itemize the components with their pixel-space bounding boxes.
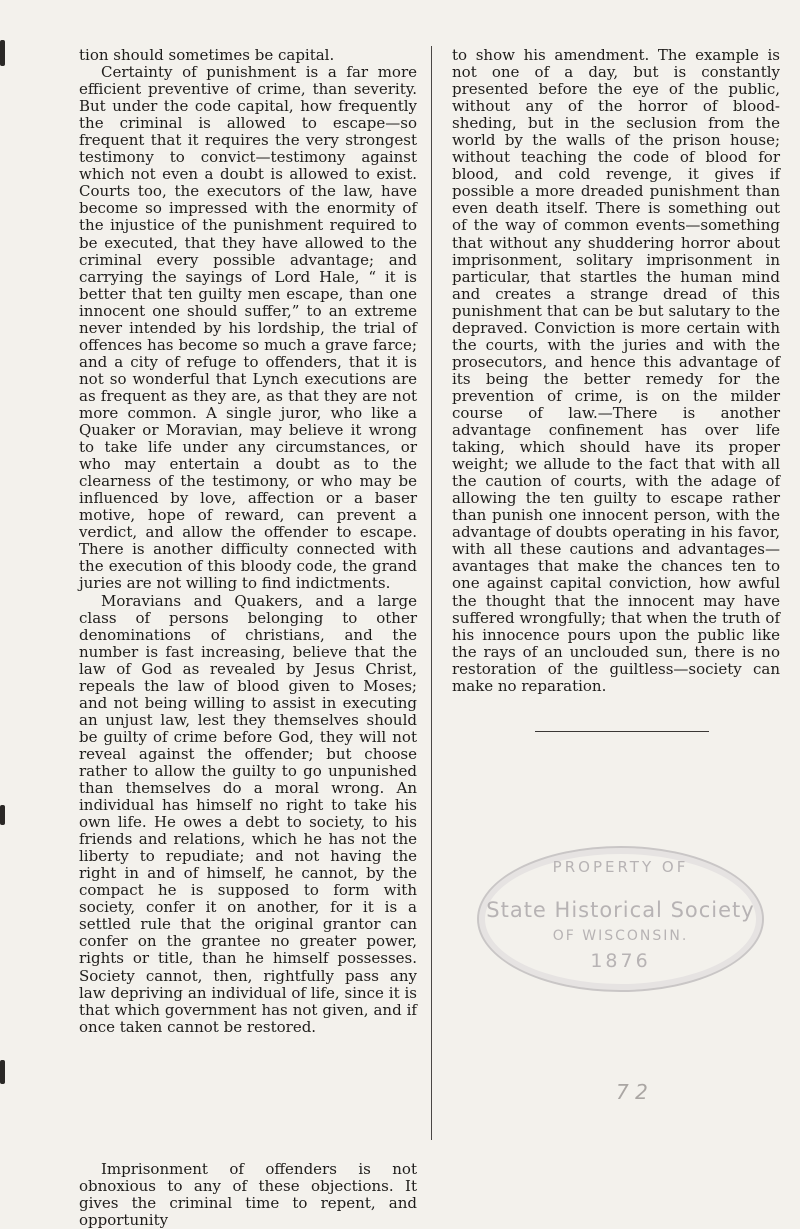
left-paragraph-4: Imprisonment of offenders is not obnoxious to any of these objections. It gives the criminal time to repent, and opportunity [79,1160,417,1229]
section-rule [535,731,709,732]
binding-mark-bottom [0,1060,5,1084]
column-divider-upper [431,46,432,1140]
binding-mark-middle [0,805,5,825]
binding-mark-top [0,40,5,66]
right-paragraph-1: to show his amendment. The example is not one of a day, but is constantly presented before the eye of the public, without any of the horror of blood-sheding, but in the seclusion from the world by the walls of the prison house; without teaching the code of blood for blood, and cold revenge, it gives if possible a more dreaded punishment than even death itself. There is something out of the way of common events—something that without any shuddering horror about imprisonment, solitary imprisonment in particular, that startles the human mind and creates a strange dread of this punishment that can be but salutary to the depraved. Conviction is more certain with the courts, with the juries and with the prosecutors, and hence this advantage of its being the better remedy for the prevention of crime, is on the milder course of law.—There is another advantage confinement has over life taking, which should have its proper weight; we allude to the fact that with all the caution of courts, with the adage of allowing the ten guilty to escape rather than punish one innocent person, with the advantage of doubts operating in his favor, with all these cautions and advantages—avantages that make the chances ten to one against capital conviction, how awful the thought that the innocent may have suffered wrongfully; that when the truth of his innocence pours upon the public like the rays of an unclouded sun, there is no restoration of the guiltless—society can make no reparation. [452,46,780,695]
pencil-mark: 7 2 [616,1080,648,1104]
library-stamp [477,846,764,992]
left-paragraph-1: tion should sometimes be capital. [79,46,335,64]
left-column [79,47,417,1036]
stamp-line-1: PROPERTY OF [552,858,689,876]
right-column [452,47,780,695]
stamp-line-4: 1876 [590,950,651,972]
stamp-line-3: OF WISCONSIN. [552,928,689,944]
left-paragraph-2: Certainty of punishment is a far more efficient preventive of crime, than severity. But under the code capital, how frequently the criminal is allowed to escape—so frequent that it requires the very strongest testimony to convict—testimony against which not even a doubt is allowed to exist. Courts too, the executors of the law, have become so impressed with the enormity of the injustice of the punishment required to be executed, that they have allowed to the criminal every possible advantage; and carrying the sayings of Lord Hale, “ it is better that ten guilty men escape, than one innocent one should suffer,” to an extreme never intended by his lordship, the trial of offences has become so much a grave farce; and a city of refuge to offenders, that it is not so wonderful that Lynch executions are as frequent as they are, as that they are not more common. A single juror, who like a Quaker or Moravian, may believe it wrong to take life under any circumstances, or who may entertain a doubt as to the clearness of the testimony, or who may be influenced by love, affection or a baser motive, hope of reward, can prevent a verdict, and allow the offender to escape. There is another difficulty connected with the execution of this bloody code, the grand juries are not willing to find indictments. [79,63,417,593]
stamp-line-2: State Historical Society [486,898,755,922]
left-paragraph-3: Moravians and Quakers, and a large class of persons belonging to other denominations of christians, and the number is fast increasing, believe that the law of God as revealed by Jesus Christ, repeals the law of blood given to Moses; and not being willing to assist in executing an unjust law, lest they themselves should be guilty of crime before God, they will not reveal against the offender; but choose rather to allow the guilty to go unpunished than themselves do a moral wrong. An individual has himself no right to take his own life. He owes a debt to society, to his friends and relations, which he has not the liberty to repudiate; and not having the right in and of himself, he cannot, by the compact he is supposed to form with society, confer it on another, for it is a settled rule that the original grantor can confer on the grantee no greater power, rights or title, than he himself possesses. Society cannot, then, rightfully pass any law depriving an individual of life, since it is that which government has not given, and if once taken cannot be restored. [79,591,417,1036]
